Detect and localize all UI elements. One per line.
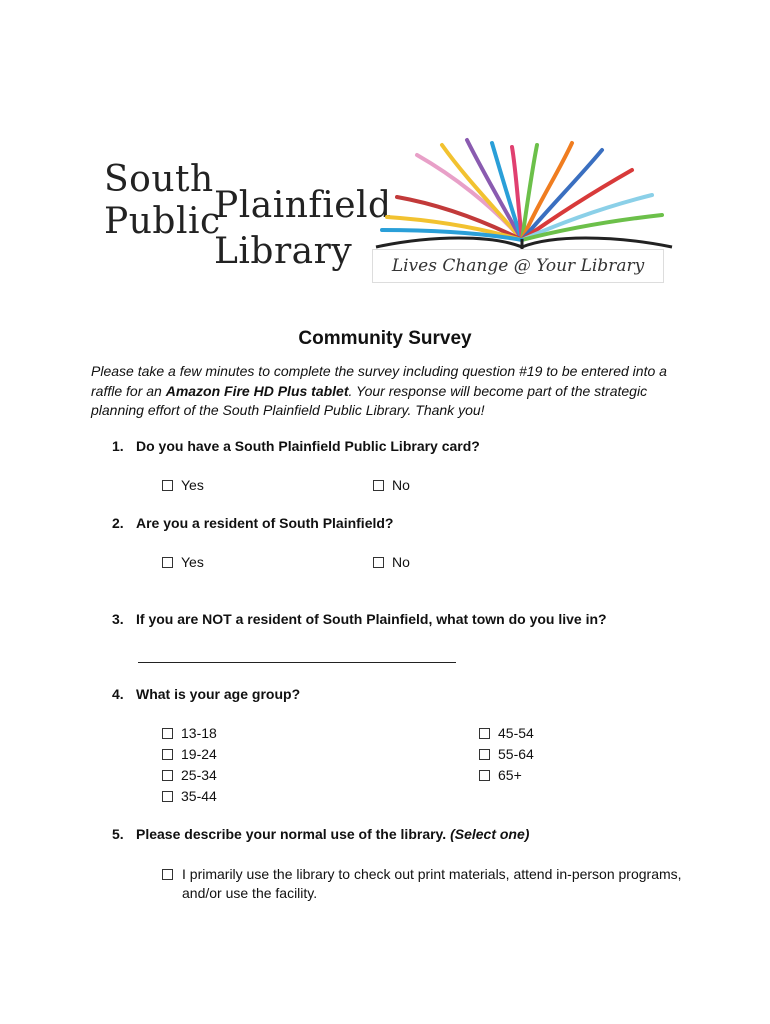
question-4 (112, 686, 300, 702)
q4-option-65-plus[interactable] (479, 767, 522, 783)
checkbox[interactable] (162, 480, 173, 491)
checkbox[interactable] (479, 770, 490, 781)
option-label: Yes (181, 477, 204, 493)
question-text: What is your age group? (136, 686, 301, 702)
checkbox[interactable] (479, 728, 490, 739)
option-label: No (392, 554, 410, 570)
q4-option-35-44[interactable] (162, 788, 217, 804)
question-5 (112, 826, 529, 842)
q4-option-45-54[interactable] (479, 725, 534, 741)
option-label: 55-64 (498, 746, 534, 762)
q5-option-in-person[interactable] (162, 865, 687, 903)
question-2 (112, 515, 393, 531)
logo-word-library: Library (214, 231, 353, 272)
checkbox[interactable] (162, 791, 173, 802)
question-number: 1. (112, 438, 124, 454)
intro-text-2: . Your response will become part of the strategic planning effort of the South Plainfield Public Library. Thank you! (91, 382, 648, 418)
question-number: 4. (112, 686, 124, 702)
checkbox[interactable] (373, 557, 384, 568)
option-label: No (392, 477, 410, 493)
logo-word-public: Public (104, 201, 221, 242)
checkbox[interactable] (162, 749, 173, 760)
intro-paragraph (91, 362, 681, 421)
option-label: I primarily use the library to check out print materials, attend in-person programs, and/or use the facility. (182, 866, 682, 901)
logo-word-plainfield: Plainfield (214, 185, 392, 226)
question-3 (112, 611, 607, 627)
q1-option-yes[interactable] (162, 477, 204, 493)
intro-bold-prize: Amazon Fire HD Plus tablet (165, 382, 349, 399)
q1-option-no[interactable] (373, 477, 410, 493)
town-answer-line[interactable] (138, 662, 456, 663)
q2-option-yes[interactable] (162, 554, 204, 570)
option-label: 45-54 (498, 725, 534, 741)
question-text: Do you have a South Plainfield Public Library card? (136, 438, 480, 454)
option-label: 19-24 (181, 746, 217, 762)
question-note: (Select one) (450, 826, 530, 842)
option-label: 25-34 (181, 767, 217, 783)
option-label: 13-18 (181, 725, 217, 741)
question-1 (112, 438, 480, 454)
checkbox[interactable] (162, 557, 173, 568)
page-title: Community Survey (298, 328, 472, 349)
open-book-icon (372, 135, 677, 253)
q4-option-55-64[interactable] (479, 746, 534, 762)
intro-text-1: Please take a few minutes to complete the survey including question #19 to be entered into a raffle for an (91, 363, 667, 399)
checkbox[interactable] (162, 770, 173, 781)
option-label: 35-44 (181, 788, 217, 804)
q2-option-no[interactable] (373, 554, 410, 570)
library-logo (100, 135, 680, 285)
checkbox[interactable] (479, 749, 490, 760)
question-number: 5. (112, 826, 124, 842)
logo-tagline: Lives Change @ Your Library (372, 249, 664, 283)
checkbox[interactable] (162, 728, 173, 739)
checkbox[interactable] (162, 869, 173, 880)
question-text: If you are NOT a resident of South Plainfield, what town do you live in? (136, 611, 607, 627)
logo-word-south: South (104, 159, 214, 200)
q4-option-13-18[interactable] (162, 725, 217, 741)
question-number: 2. (112, 515, 124, 531)
q4-option-25-34[interactable] (162, 767, 217, 783)
question-text: Please describe your normal use of the library. (136, 826, 451, 842)
question-number: 3. (112, 611, 124, 627)
option-label: Yes (181, 554, 204, 570)
checkbox[interactable] (373, 480, 384, 491)
option-label: 65+ (498, 767, 522, 783)
q4-option-19-24[interactable] (162, 746, 217, 762)
question-text: Are you a resident of South Plainfield? (136, 515, 394, 531)
